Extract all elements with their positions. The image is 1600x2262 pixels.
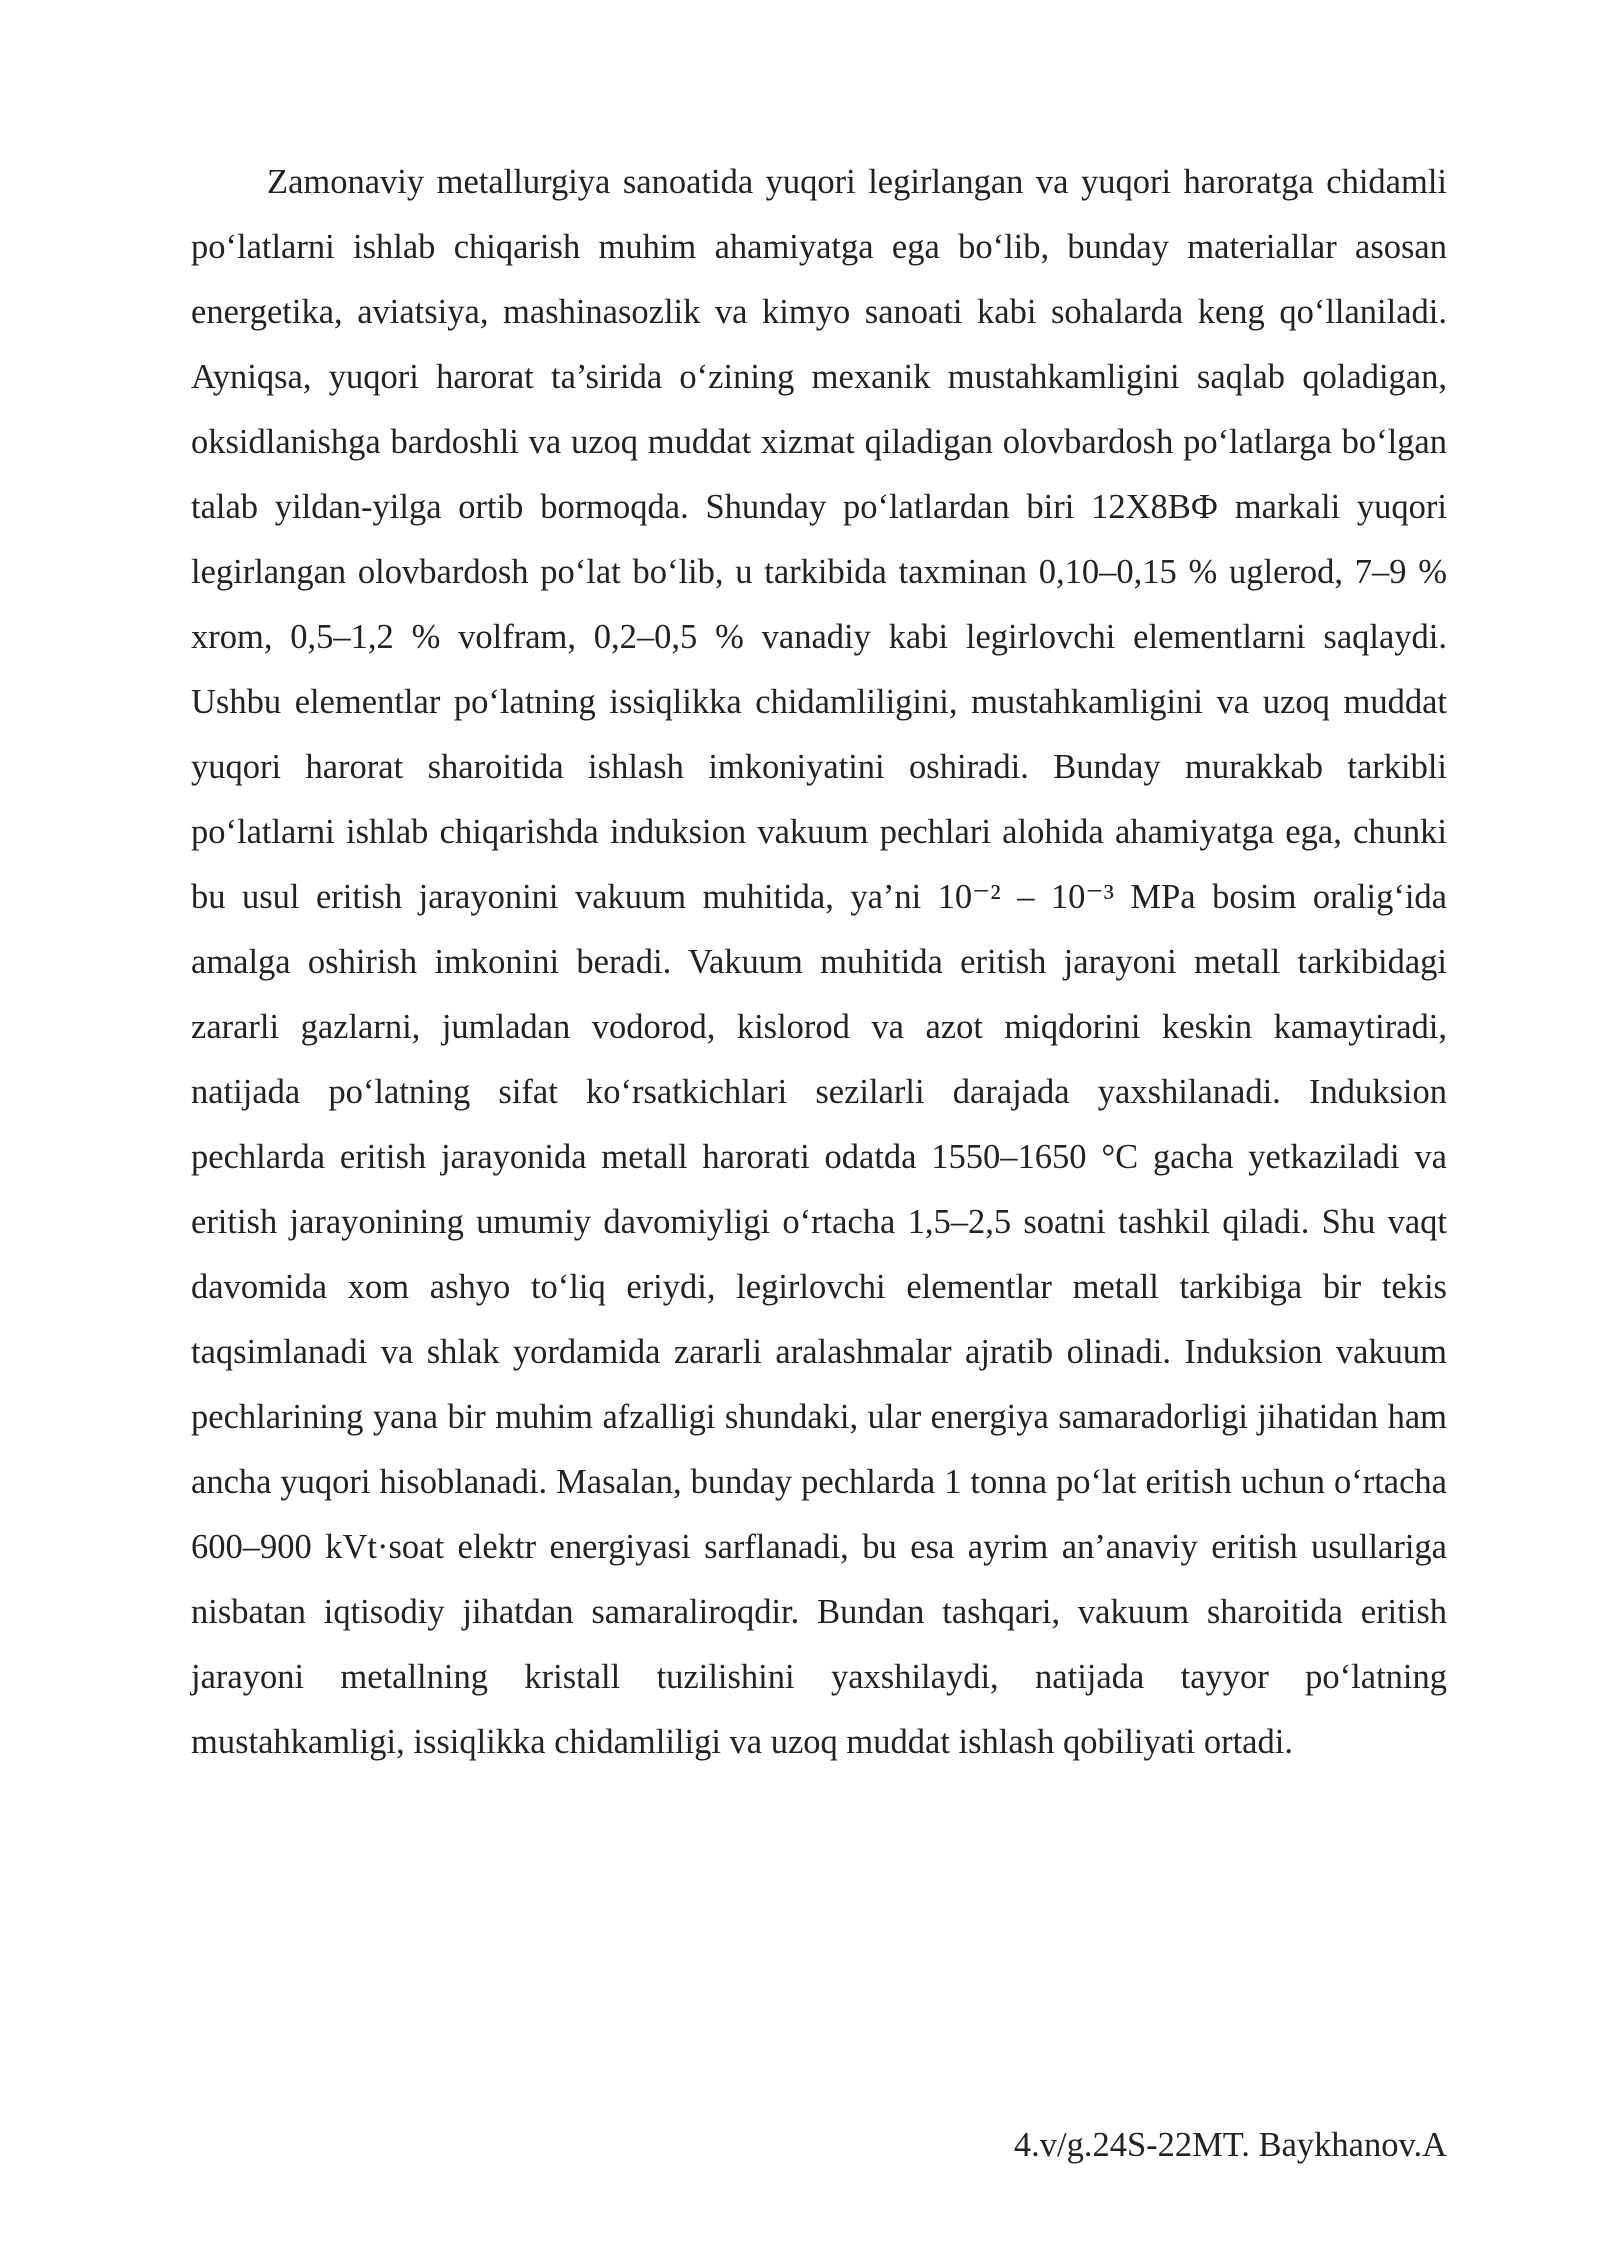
body-paragraph: Zamonaviy metallurgiya sanoatida yuqori legirlangan va yuqori haroratga chidamli po‘latlarni ishlab chiqarish muhim ahamiyatga ega bo‘lib, bunday materiallar asosan energetika, aviatsiya, mashinasozlik va kimyo sanoati kabi sohalarda keng qo‘llaniladi. Ayniqsa, yuqori harorat ta’sirida o‘zining mexanik mustahkamligini saqlab qoladigan, oksidlanishga bardoshli va uzoq muddat xizmat qiladigan olovbardosh po‘latlarga bo‘lgan talab yildan-yilga ortib bormoqda. Shunday po‘latlardan biri 12X8BФ markali yuqori legirlangan olovbardosh po‘lat bo‘lib, u tarkibida taxminan 0,10–0,15 % uglerod, 7–9 % xrom, 0,5–1,2 % volfram, 0,2–0,5 % vanadiy kabi legirlovchi elementlarni saqlaydi. Ushbu elementlar po‘latning issiqlikka chidamliligini, mustahkamligini va uzoq muddat yuqori harorat sharoitida ishlash imkoniyatini oshiradi. Bunday murakkab tarkibli po‘latlarni ishlab chiqarishda induksion vakuum pechlari alohida ahamiyatga ega, chunki bu usul eritish jarayonini vakuum muhitida, ya’ni 10⁻² – 10⁻³ MPa bosim oralig‘ida amalga oshirish imkonini beradi. Vakuum muhitida eritish jarayoni metall tarkibidagi zararli gazlarni, jumladan vodorod, kislorod va azot miqdorini keskin kamaytiradi, natijada po‘latning sifat ko‘rsatkichlari sezilarli darajada yaxshilanadi. Induksion pechlarda eritish jarayonida metall harorati odatda 1550–1650 °C gacha yetkaziladi va eritish jarayonining umumiy davomiyligi o‘rtacha 1,5–2,5 soatni tashkil qiladi. Shu vaqt davomida xom ashyo to‘liq eriydi, legirlovchi elementlar metall tarkibiga bir tekis taqsimlanadi va shlak yordamida zararli aralashmalar ajratib olinadi. Induksion vakuum pechlarining yana bir muhim afzalligi shundaki, ular energiya samaradorligi jihatidan ham ancha yuqori hisoblanadi. Masalan, bunday pechlarda 1 tonna po‘lat eritish uchun o‘rtacha 600–900 kVt·soat elektr energiyasi sarflanadi, bu esa ayrim an’anaviy eritish usullariga nisbatan iqtisodiy jihatdan samaraliroqdir. Bundan tashqari, vakuum sharoitida eritish jarayoni metallning kristall tuzilishini yaxshilaydi, natijada tayyor po‘latning mustahkamligi, issiqlikka chidamliligi va uzoq muddat ishlash qobiliyati ortadi. bbox=[191, 163, 1447, 1761]
author-signature: 4.v/g.24S-22MT. Baykhanov.A bbox=[1013, 2126, 1447, 2164]
